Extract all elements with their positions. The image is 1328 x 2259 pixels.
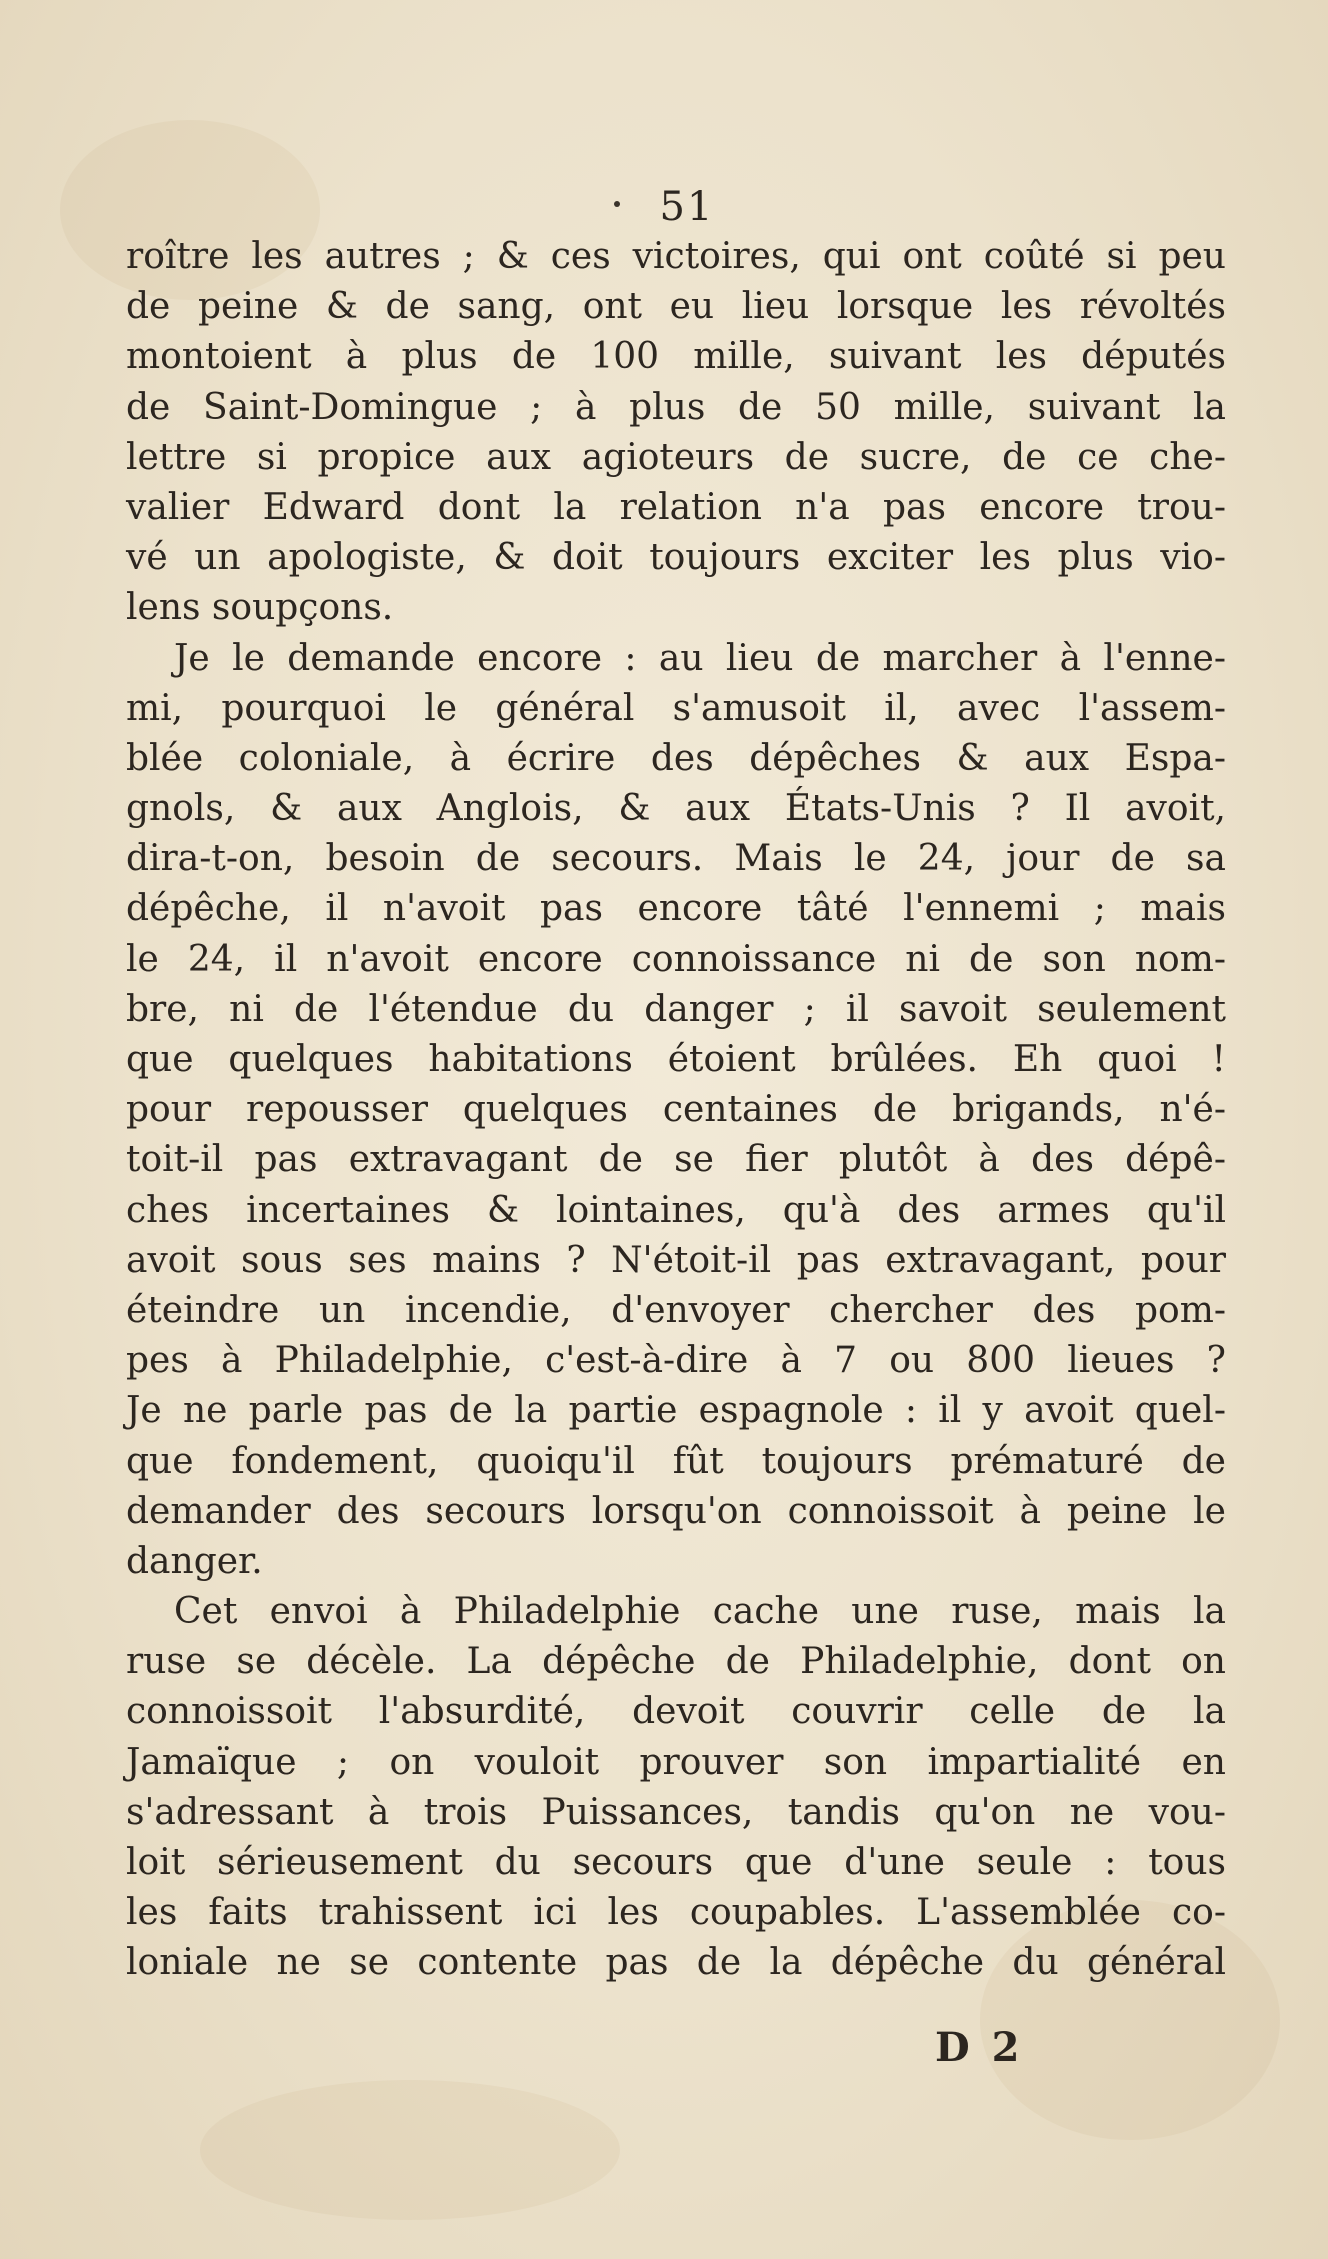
text-line: vé un apologiste, & doit toujours exciter les plus vio- [126,537,1226,579]
text-line: bre, ni de l'étendue du danger ; il savoit seulement [126,988,1226,1030]
text-line: s'adressant à trois Puissances, tandis qu'on ne vou- [126,1791,1226,1833]
text-line: gnols, & aux Anglois, & aux États-Unis ? Il avoit, [126,788,1226,830]
text-line: loit sérieusement du secours que d'une seule : tous [126,1842,1226,1883]
text-line: les faits trahissent ici les coupables. L'assemblée co- [126,1892,1226,1934]
text-line: lens soupçons. [126,587,394,629]
text-line: loniale ne se contente pas de la dépêche du général [126,1942,1226,1984]
text-line: de Saint-Domingue ; à plus de 50 mille, suivant la [126,386,1226,428]
text-line: que quelques habitations étoient brûlées. Eh quoi ! [126,1039,1226,1080]
text-line: roître les autres ; & ces victoires, qui ont coûté si peu [126,236,1226,277]
text-line: valier Edward dont la relation n'a pas encore trou- [126,486,1226,528]
text-line: blée coloniale, à écrire des dépêches & aux Espa- [126,737,1226,779]
printer-dot [614,201,620,207]
text-line: pour repousser quelques centaines de brigands, n'é- [126,1089,1226,1131]
text-line: ruse se décèle. La dépêche de Philadelphie, dont on [126,1641,1226,1683]
text-line: ches incertaines & lointaines, qu'à des armes qu'il [126,1189,1226,1231]
signature-mark: D 2 [935,2024,1024,2071]
text-line: Cet envoi à Philadelphie cache une ruse, mais la [174,1591,1226,1633]
text-line: toit-il pas extravagant de se fier plutôt à des dépê- [126,1139,1226,1181]
text-line: lettre si propice aux agioteurs de sucre, de ce che- [126,436,1226,478]
page-number [0,184,1328,230]
text-line: le 24, il n'avoit encore connoissance ni de son nom- [126,938,1226,980]
text-line: pes à Philadelphie, c'est-à-dire à 7 ou 800 lieues ? [126,1340,1226,1382]
text-line: éteindre un incendie, d'envoyer chercher des pom- [126,1289,1226,1331]
text-line: demander des secours lorsqu'on connoissoit à peine le [126,1490,1226,1532]
text-line: connoissoit l'absurdité, devoit couvrir celle de la [126,1691,1226,1733]
paper-stain [200,2080,620,2220]
text-line: mi, pourquoi le général s'amusoit il, avec l'assem- [126,687,1226,729]
text-line: Jamaïque ; on vouloit prouver son impartialité en [126,1741,1226,1783]
text-line: avoit sous ses mains ? N'étoit-il pas extravagant, pour [126,1239,1226,1281]
text-line: Je le demande encore : au lieu de marcher à l'enne- [174,637,1226,679]
text-line: montoient à plus de 100 mille, suivant les députés [126,336,1226,378]
text-line: Je ne parle pas de la partie espagnole : il y avoit quel- [126,1390,1226,1432]
text-line: dira-t-on, besoin de secours. Mais le 24, jour de sa [126,838,1226,880]
body-text [126,232,1226,1989]
page-number-text: 51 [659,184,715,230]
text-line: que fondement, quoiqu'il fût toujours prématuré de [126,1440,1226,1482]
text-line: de peine & de sang, ont eu lieu lorsque les révoltés [126,286,1226,328]
text-line: dépêche, il n'avoit pas encore tâté l'ennemi ; mais [126,888,1226,930]
text-line: danger. [126,1540,263,1582]
